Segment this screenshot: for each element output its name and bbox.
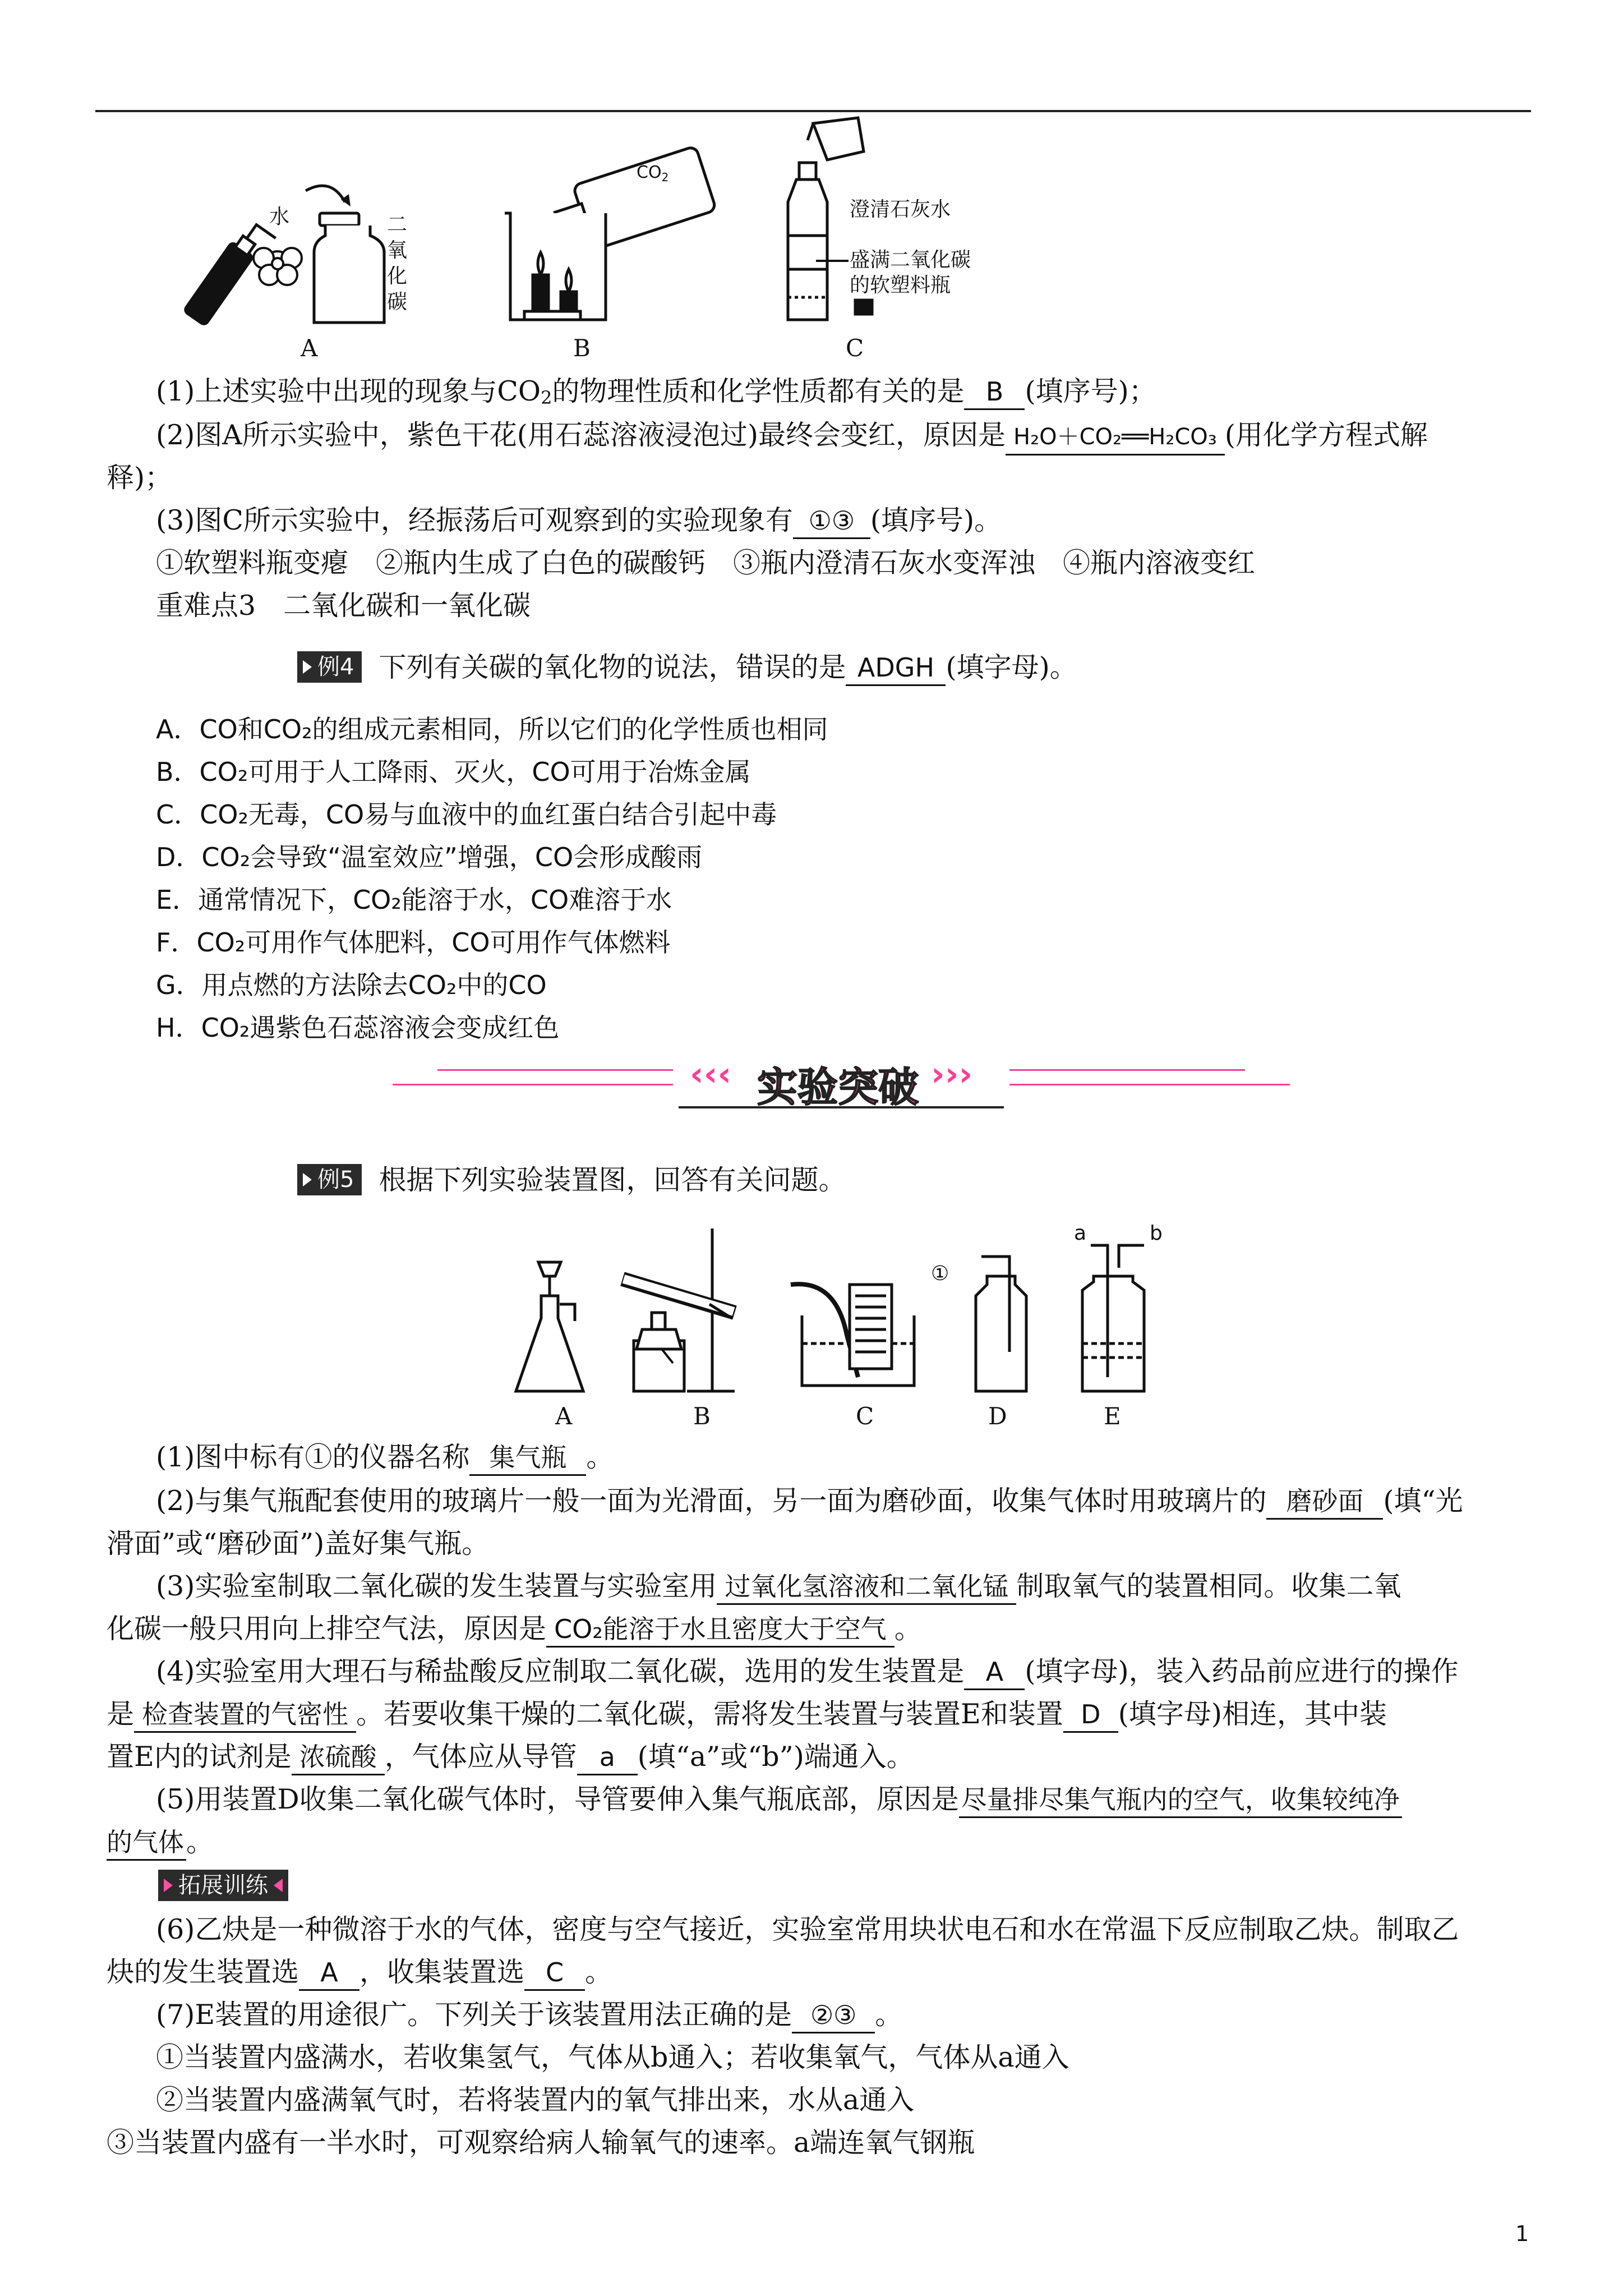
option-a: A．CO和CO₂的组成元素相同，所以它们的化学性质也相同 [156,714,828,744]
section-heading: 重难点3 二氧化碳和一氧化碳 [156,590,531,622]
limewater-label: 澄清石灰水 [850,198,951,221]
port-b-label: b [1150,1222,1163,1245]
option-c: C．CO₂无毒，CO易与血液中的血红蛋白结合引起中毒 [156,799,777,830]
answer-blank: 过氧化氢溶液和二氧化锰 [717,1570,1016,1605]
e5-q2-cont: 滑面”或“磨砂面”)盖好集气瓶。 [107,1527,490,1559]
option-d: D．CO₂会导致“温室效应”增强，CO会形成酸雨 [156,842,703,872]
banner-rule-right-bottom [1009,1084,1290,1085]
e5-q6: (6)乙炔是一种微溶于水的气体，密度与空气接近，实验室常用块状电石和水在常温下反应制取乙炔。制取乙 [156,1913,1459,1945]
answer-blank: ①③ [793,504,870,539]
e7-option-1: ①当装置内盛满水，若收集氢气，气体从b通入；若收集氧气，气体从a通入 [156,2041,1069,2073]
caption-c2: C [856,1402,874,1430]
answer-blank: C [524,1955,585,1991]
option-e: E．通常情况下，CO₂能溶于水，CO难溶于水 [156,885,672,915]
answer-blank: B [964,375,1025,410]
water-label: 水 [269,205,290,228]
answer-blank: A [299,1955,359,1991]
answer-blank: ②③ [792,1998,875,2033]
co2-bottle-label: $CO_2$ [637,163,669,184]
answer-blank: 的气体 [107,1825,186,1861]
answer-blank: H₂O＋CO₂══H₂CO₃ [1006,420,1225,455]
question-2: (2)图A所示实验中，紫色干花(用石蕊溶液浸泡过)最终会变红，原因是 H₂O＋CO₂══H₂CO₃ (用化学方程式解 [156,414,1539,457]
port-a-label: a [1074,1222,1087,1245]
answer-blank: 磨砂面 [1266,1484,1383,1520]
answer-blank: a [577,1740,638,1775]
caption-b: B [573,334,591,362]
caption-c: C [846,334,864,362]
caption-b2: B [693,1402,711,1430]
answer-blank: ADGH [846,651,946,686]
banner-left-chevrons: ‹‹‹ [690,1055,732,1094]
mark-1-label: ① [931,1262,949,1285]
option-f: F．CO₂可用作气体肥料，CO可用作气体燃料 [156,927,671,958]
caption-a: A [301,334,318,362]
answer-blank: 浓硫酸 [292,1740,385,1775]
e5-q6-cont: 炔的发生装置选 A ，收集装置选 C 。 [107,1951,1539,1994]
e7-option-3: ③当装置内盛有一半水时，可观察给病人输氧气的速率。a端连氧气钢瓶 [107,2127,975,2159]
question-3: (3)图C所示实验中，经振荡后可观察到的实验现象有 ①③ (填序号)。 [156,499,1539,542]
figure-c-drawing [774,118,886,331]
banner-rule-left-bottom [393,1084,673,1085]
page-number: 1 [1515,2221,1529,2246]
e5-q5-cont: 的气体。 [107,1821,1539,1864]
e5-q3: (3)实验室制取二氧化碳的发生装置与实验室用 过氧化氢溶液和二氧化锰 制取氧气的装置相同。收集二氧 [156,1565,1539,1608]
example-5: 例5 根据下列实验装置图，回答有关问题。 [297,1159,1539,1202]
option-h: H．CO₂遇紫色石蕊溶液会变成红色 [156,1013,560,1043]
figure-b-drawing [494,151,718,331]
extension-tag: 拓展训练 [158,1870,288,1901]
co2-vertical-label: 二 氧 化 碳 [387,213,408,314]
top-rule [95,110,1531,112]
answer-blank: 集气瓶 [469,1441,586,1476]
figure-a-drawing [185,180,421,337]
answer-blank: D [1063,1697,1118,1733]
answer-blank: CO₂能溶于水且密度大于空气 [546,1612,895,1648]
e5-q2: (2)与集气瓶配套使用的玻璃片一般一面为光滑面，另一面为磨砂面，收集气体时用玻璃片的 磨砂面 (填“光 [156,1480,1539,1522]
banner-rule-right-top [1009,1069,1245,1071]
e5-q3-cont: 化碳一般只用向上排空气法，原因是 CO₂能溶于水且密度大于空气 。 [107,1608,1539,1650]
banner-right-chevrons: ››› [931,1055,973,1094]
caption-e2: E [1104,1402,1121,1430]
e7-option-2: ②当装置内盛满氧气时，若将装置内的氧气排出来，水从a通入 [156,2084,915,2116]
question-1: (1)上述实验中出现的现象与$CO_2$的物理性质和化学性质都有关的是 B (填序号)； [156,370,1539,419]
example-4-tag: 例4 [297,651,362,683]
question-2-cont: 释)； [107,462,173,494]
e5-q4-cont1: 是 检查装置的气密性 。若要收集干燥的二氧化碳，需将发生装置与装置E和装置 D (填字母)相连，其中装 [107,1693,1539,1736]
bottle-label-line1: 盛满二氧化碳 [850,249,971,272]
caption-d2: D [988,1402,1007,1430]
e5-q4-cont2: 置E内的试剂是 浓硫酸 ，气体应从导管 a (填“a”或“b”)端通入。 [107,1736,1539,1778]
answer-blank: A [964,1655,1025,1690]
e5-q1: (1)图中标有①的仪器名称 集气瓶 。 [156,1436,1539,1479]
bottle-label-line2: 的软塑料瓶 [850,274,951,297]
e5-q4: (4)实验室用大理石与稀盐酸反应制取二氧化碳，选用的发生装置是 A (填字母)，装入药品前应进行的操作 [156,1650,1539,1693]
answer-blank: 尽量排尽集气瓶内的空气，收集较纯净 [959,1783,1402,1818]
example-5-tag: 例5 [297,1164,362,1195]
e5-q7: (7)E装置的用途很广。下列关于该装置用法正确的是 ②③ 。 [156,1994,1539,2036]
pointer-line [816,258,850,264]
option-g: G．用点燃的方法除去CO₂中的CO [156,970,547,1000]
caption-a2: A [555,1402,573,1430]
banner-rule-left-top [437,1069,673,1071]
e5-q5: (5)用装置D收集二氧化碳气体时，导管要伸入集气瓶底部，原因是尽量排尽集气瓶内的空气，收集较纯净 [156,1778,1539,1821]
extension-heading [158,1865,1539,1907]
answer-blank: 检查装置的气密性 [134,1697,356,1733]
apparatus-drawing [522,1223,1195,1402]
question-3-options: ①软塑料瓶变瘪 ②瓶内生成了白色的碳酸钙 ③瓶内澄清石灰水变浑浊 ④瓶内溶液变红 [156,547,1256,579]
example-4: 例4 下列有关碳的氧化物的说法，错误的是 ADGH (填字母)。 [297,646,1539,689]
banner-title: 实验突破 [757,1064,919,1111]
option-b: B．CO₂可用于人工降雨、灭火，CO可用于冶炼金属 [156,757,751,787]
